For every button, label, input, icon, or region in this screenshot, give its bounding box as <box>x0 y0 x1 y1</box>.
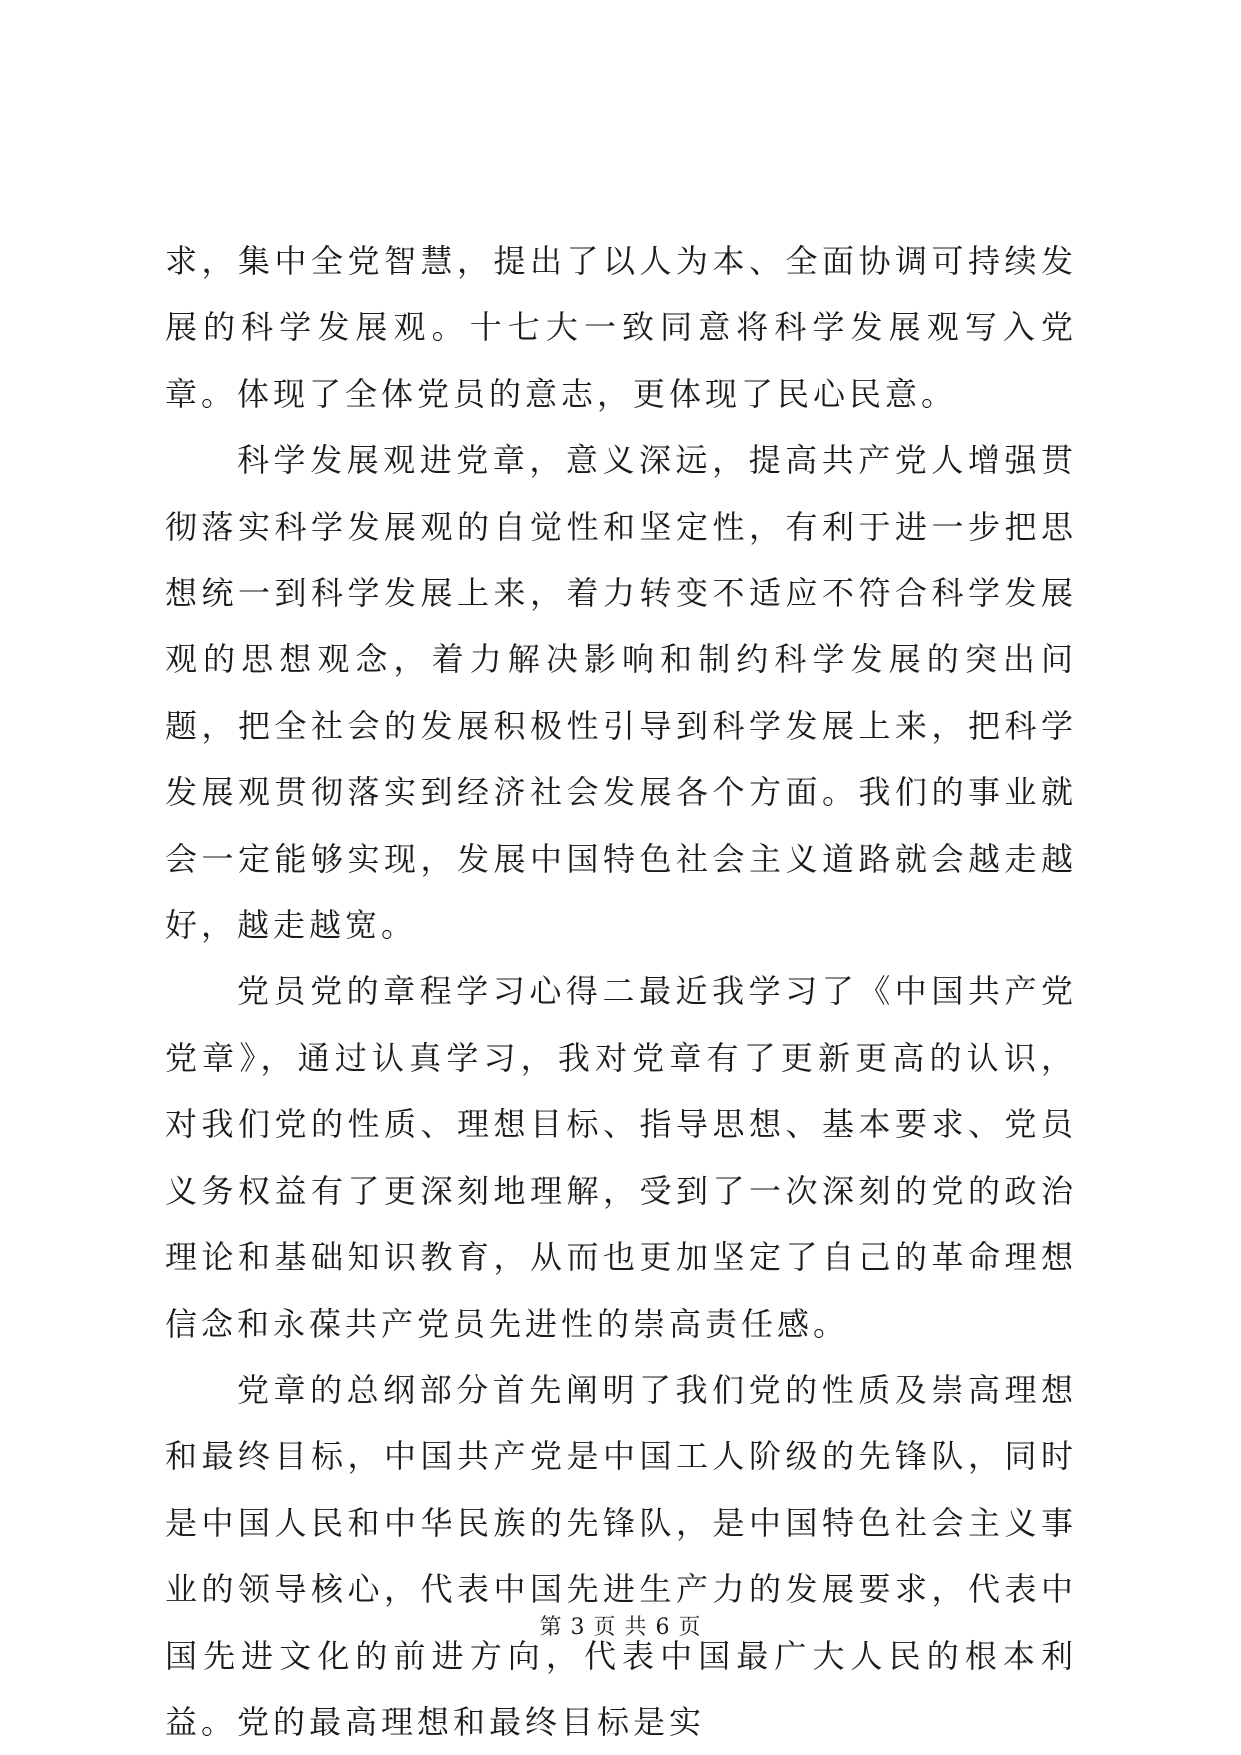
paragraph-2: 科学发展观进党章，意义深远，提高共产党人增强贯彻落实科学发展观的自觉性和坚定性，有利于进一步把思想统一到科学发展上来，着力转变不适应不符合科学发展观的思想观念，着力解决影响和制约科学发展的突出问题，把全社会的发展积极性引导到科学发展上来，把科学发展观贯彻落实到经济社会发展各个方面。我们的事业就会一定能够实现，发展中国特色社会主义道路就会越走越好，越走越宽。 <box>165 441 1077 945</box>
page-number-footer: 第 3 页 共 6 页 <box>539 1615 702 1640</box>
paragraph-3: 党员党的章程学习心得二最近我学习了《中国共产党党章》，通过认真学习，我对党章有了更新更高的认识，对我们党的性质、理想目标、指导思想、基本要求、党员义务权益有了更深刻地理解，受到了一次深刻的党的政治理论和基础知识教育，从而也更加坚定了自己的革命理想信念和永葆共产党员先进性的崇高责任感。 <box>165 972 1077 1343</box>
paragraph-4: 党章的总纲部分首先阐明了我们党的性质及崇高理想和最终目标，中国共产党是中国工人阶级的先锋队，同时是中国人民和中华民族的先锋队，是中国特色社会主义事业的领导核心，代表中国先进生产力的发展要求，代表中国先进文化的前进方向，代表中国最广大人民的根本利益。党的最高理想和最终目标是实 <box>165 1370 1077 1741</box>
paragraph-1: 求，集中全党智慧，提出了以人为本、全面协调可持续发展的科学发展观。十七大一致同意将科学发展观写入党章。体现了全体党员的意志，更体现了民心民意。 <box>165 242 1077 413</box>
document-body <box>165 228 1077 1755</box>
